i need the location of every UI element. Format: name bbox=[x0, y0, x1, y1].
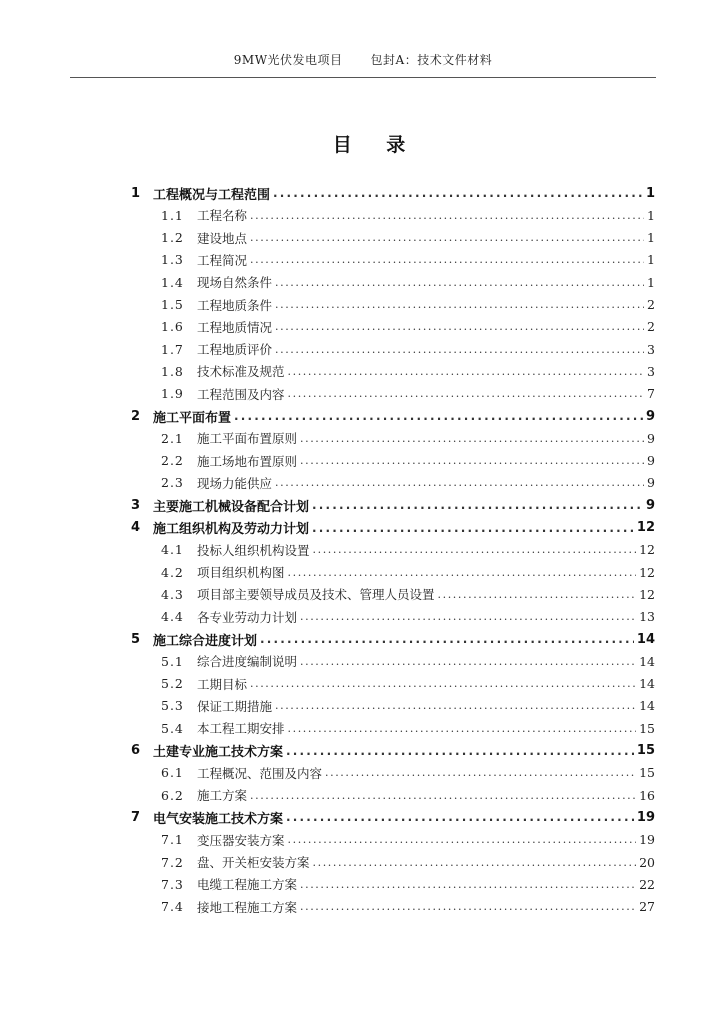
toc-entry-page: 2 bbox=[647, 297, 655, 312]
toc-entry-page: 14 bbox=[636, 631, 655, 647]
toc-entry-page: 12 bbox=[636, 520, 655, 535]
toc-chapter-entry[interactable] bbox=[131, 493, 655, 517]
toc-entry-number: 2.2 bbox=[161, 453, 184, 469]
toc-entry-title: 施工平面布置原则 bbox=[197, 431, 298, 447]
toc-dot-leader bbox=[250, 790, 636, 801]
toc-dot-leader bbox=[288, 723, 637, 734]
toc-dot-leader bbox=[288, 366, 645, 377]
toc-dot-leader bbox=[273, 187, 643, 199]
toc-entry-title: 工程地质情况 bbox=[197, 319, 273, 335]
toc-entry-page: 1 bbox=[647, 207, 655, 223]
toc-entry-number: 1 bbox=[131, 185, 141, 201]
toc-entry-number: 1.8 bbox=[161, 363, 184, 379]
toc-entry-title: 工程地质评价 bbox=[197, 342, 273, 358]
toc-entry-page: 1 bbox=[647, 274, 655, 290]
toc-chapter-entry[interactable] bbox=[131, 181, 655, 205]
toc-entry-number: 5.2 bbox=[161, 676, 184, 692]
toc-section-entry[interactable] bbox=[161, 694, 655, 718]
toc-dot-leader bbox=[312, 522, 634, 534]
toc-dot-leader bbox=[300, 455, 644, 466]
toc-entry-page: 19 bbox=[639, 832, 655, 848]
toc-entry-title: 技术标准及规范 bbox=[197, 364, 285, 380]
page-header bbox=[70, 51, 656, 68]
toc-dot-leader bbox=[286, 745, 634, 757]
toc-section-entry[interactable] bbox=[161, 538, 655, 562]
toc-dot-leader bbox=[250, 254, 644, 265]
toc-dot-leader bbox=[234, 410, 643, 422]
toc-entry-title: 投标人组织机构设置 bbox=[197, 542, 310, 558]
toc-entry-page: 14 bbox=[639, 653, 655, 669]
toc-dot-leader bbox=[300, 656, 636, 667]
toc-section-entry[interactable] bbox=[161, 895, 655, 919]
toc-entry-title: 施工平面布置 bbox=[153, 410, 232, 426]
toc-entry-number: 7.3 bbox=[161, 876, 184, 892]
toc-section-entry[interactable] bbox=[161, 270, 655, 294]
toc-dot-leader bbox=[288, 834, 637, 845]
toc-entry-number: 5 bbox=[131, 631, 141, 647]
toc-entry-page: 3 bbox=[647, 341, 655, 357]
toc-dot-leader bbox=[288, 388, 645, 399]
toc-entry-title: 施工场地布置原则 bbox=[197, 453, 298, 469]
toc-entry-page: 9 bbox=[647, 430, 655, 446]
toc-entry-number: 4.2 bbox=[161, 564, 184, 580]
toc-entry-page: 15 bbox=[639, 765, 655, 781]
header-project: 9MW光伏发电项目 bbox=[233, 53, 343, 67]
toc-entry-number: 6 bbox=[131, 743, 141, 758]
toc-dot-leader bbox=[300, 901, 636, 912]
toc-entry-title: 变压器安装方案 bbox=[197, 832, 285, 848]
toc-chapter-entry[interactable] bbox=[131, 404, 655, 428]
toc-dot-leader bbox=[260, 633, 634, 645]
toc-dot-leader bbox=[300, 611, 636, 622]
toc-entry-title: 各专业劳动力计划 bbox=[197, 609, 298, 625]
toc-entry-title: 接地工程施工方案 bbox=[197, 899, 298, 915]
toc-entry-title: 本工程工期安排 bbox=[197, 721, 285, 737]
toc-entry-page: 9 bbox=[645, 408, 655, 424]
toc-entry-page: 16 bbox=[639, 787, 655, 803]
toc-section-entry[interactable] bbox=[161, 203, 655, 227]
toc-entry-title: 现场力能供应 bbox=[197, 475, 273, 491]
header-package: 包封A：技术文件材料 bbox=[370, 53, 493, 67]
toc-section-entry[interactable] bbox=[161, 783, 655, 807]
toc-entry-number: 7.2 bbox=[161, 854, 184, 870]
toc-entry-title: 项目部主要领导成员及技术、管理人员设置 bbox=[197, 587, 435, 603]
toc-entry-title: 工程简况 bbox=[197, 252, 248, 268]
toc-entry-number: 1.1 bbox=[161, 207, 184, 223]
toc-dot-leader bbox=[313, 857, 637, 868]
toc-entry-page: 1 bbox=[647, 230, 655, 246]
toc-chapter-entry[interactable] bbox=[131, 739, 655, 763]
toc-entry-number: 4.4 bbox=[161, 609, 184, 625]
toc-entry-page: 19 bbox=[636, 809, 655, 825]
toc-section-entry[interactable] bbox=[161, 672, 655, 696]
toc-entry-title: 盘、开关柜安装方案 bbox=[197, 855, 310, 870]
toc-section-entry[interactable] bbox=[161, 226, 655, 250]
toc-entry-number: 5.3 bbox=[161, 698, 184, 714]
toc-section-entry[interactable] bbox=[161, 426, 655, 450]
toc-entry-number: 1.5 bbox=[161, 297, 184, 312]
toc-entry-number: 1.6 bbox=[161, 319, 184, 335]
toc-entry-title: 工程概况与工程范围 bbox=[153, 187, 271, 203]
toc-section-entry[interactable] bbox=[161, 872, 655, 896]
toc-entry-number: 4.1 bbox=[161, 542, 184, 558]
toc-section-entry[interactable] bbox=[161, 359, 655, 383]
toc-section-entry[interactable] bbox=[161, 605, 655, 629]
toc-dot-leader bbox=[250, 210, 644, 221]
toc-entry-page: 20 bbox=[639, 854, 655, 870]
toc-entry-number: 2 bbox=[131, 408, 141, 424]
toc-entry-number: 2.3 bbox=[161, 475, 184, 491]
toc-dot-leader bbox=[250, 232, 644, 243]
toc-entry-title: 电缆工程施工方案 bbox=[197, 877, 298, 893]
toc-entry-number: 1.2 bbox=[161, 230, 184, 246]
toc-section-entry[interactable] bbox=[161, 471, 655, 495]
toc-section-entry[interactable] bbox=[161, 649, 655, 673]
toc-section-entry[interactable] bbox=[161, 337, 655, 361]
toc-entry-title: 主要施工机械设备配合计划 bbox=[153, 499, 310, 515]
toc-entry-number: 3 bbox=[131, 497, 141, 513]
toc-entry-page: 9 bbox=[647, 475, 655, 491]
toc-entry-page: 14 bbox=[639, 676, 655, 692]
toc-entry-page: 3 bbox=[647, 363, 655, 379]
toc-entry-number: 7.4 bbox=[161, 899, 184, 915]
toc-entry-page: 9 bbox=[645, 497, 655, 513]
toc-entry-number: 1.9 bbox=[161, 386, 184, 402]
toc-entry-page: 12 bbox=[639, 586, 655, 602]
toc-entry-number: 1.4 bbox=[161, 274, 184, 290]
toc-section-entry[interactable] bbox=[161, 248, 655, 272]
toc-entry-number: 7 bbox=[131, 809, 141, 825]
toc-dot-leader bbox=[275, 321, 644, 332]
toc-dot-leader bbox=[286, 811, 634, 823]
toc-entry-page: 12 bbox=[639, 542, 655, 558]
toc-entry-number: 7.1 bbox=[161, 832, 184, 848]
toc-entry-title: 施工综合进度计划 bbox=[153, 633, 258, 649]
toc-entry-title: 综合进度编制说明 bbox=[197, 654, 298, 670]
toc-section-entry[interactable] bbox=[161, 315, 655, 339]
toc-chapter-entry[interactable] bbox=[131, 627, 655, 651]
toc-dot-leader bbox=[325, 767, 636, 778]
toc-dot-leader bbox=[312, 499, 643, 511]
toc-entry-title: 工程地质条件 bbox=[197, 297, 273, 313]
toc-section-entry[interactable] bbox=[161, 761, 655, 785]
toc-entry-page: 27 bbox=[639, 899, 655, 915]
toc-entry-page: 14 bbox=[639, 698, 655, 714]
toc-entry-page: 9 bbox=[647, 453, 655, 469]
toc-chapter-entry[interactable] bbox=[131, 805, 655, 829]
header-divider bbox=[70, 77, 656, 78]
toc-entry-page: 2 bbox=[647, 319, 655, 335]
toc-entry-title: 电气安装施工技术方案 bbox=[153, 811, 284, 827]
toc-entry-number: 4 bbox=[131, 520, 141, 535]
toc-entry-title: 保证工期措施 bbox=[197, 698, 273, 714]
toc-entry-title: 项目组织机构图 bbox=[197, 565, 285, 581]
toc-entry-title: 现场自然条件 bbox=[197, 275, 273, 291]
toc-entry-page: 15 bbox=[636, 743, 655, 758]
toc-entry-page: 12 bbox=[639, 564, 655, 580]
toc-entry-title: 土建专业施工技术方案 bbox=[153, 745, 284, 760]
toc-entry-number: 6.1 bbox=[161, 765, 184, 781]
toc-entry-title: 工程范围及内容 bbox=[197, 386, 285, 402]
toc-dot-leader bbox=[313, 544, 637, 555]
toc-dot-leader bbox=[275, 700, 636, 711]
toc-entry-page: 1 bbox=[647, 252, 655, 268]
toc-entry-title: 建设地点 bbox=[197, 230, 248, 246]
toc-entry-number: 1.7 bbox=[161, 341, 184, 357]
toc-dot-leader bbox=[438, 589, 637, 600]
toc-dot-leader bbox=[300, 433, 644, 444]
toc-section-entry[interactable] bbox=[161, 449, 655, 473]
toc-dot-leader bbox=[300, 879, 636, 890]
toc-section-entry[interactable] bbox=[161, 382, 655, 406]
toc-chapter-entry[interactable] bbox=[131, 516, 655, 540]
toc-entry-page: 15 bbox=[639, 720, 655, 736]
toc-entry-number: 2.1 bbox=[161, 430, 184, 446]
toc-section-entry[interactable] bbox=[161, 293, 655, 317]
toc-entry-number: 1.3 bbox=[161, 252, 184, 268]
toc-section-entry[interactable] bbox=[161, 582, 655, 606]
toc-entry-number: 4.3 bbox=[161, 586, 184, 602]
toc-entry-page: 1 bbox=[645, 185, 655, 201]
toc-dot-leader bbox=[275, 277, 644, 288]
toc-entry-page: 7 bbox=[647, 386, 655, 402]
toc-section-entry[interactable] bbox=[161, 850, 655, 874]
toc-dot-leader bbox=[250, 678, 636, 689]
toc-entry-number: 6.2 bbox=[161, 787, 184, 803]
toc-entry-title: 施工组织机构及劳动力计划 bbox=[153, 522, 310, 537]
toc-dot-leader bbox=[275, 344, 644, 355]
toc-entry-title: 工期目标 bbox=[197, 676, 248, 692]
toc-section-entry[interactable] bbox=[161, 716, 655, 740]
toc-entry-page: 22 bbox=[639, 876, 655, 892]
toc-entry-page: 13 bbox=[639, 609, 655, 625]
toc-section-entry[interactable] bbox=[161, 828, 655, 852]
toc-entry-number: 5.4 bbox=[161, 720, 184, 736]
toc-dot-leader bbox=[288, 567, 637, 578]
toc-entry-title: 施工方案 bbox=[197, 788, 248, 804]
toc-entry-title: 工程名称 bbox=[197, 208, 248, 224]
toc-dot-leader bbox=[275, 477, 644, 488]
toc-entry-title: 工程概况、范围及内容 bbox=[197, 765, 323, 781]
toc-dot-leader bbox=[275, 299, 644, 310]
page-title: 目 录 bbox=[332, 134, 420, 156]
toc-section-entry[interactable] bbox=[161, 560, 655, 584]
toc-entry-number: 5.1 bbox=[161, 653, 184, 669]
